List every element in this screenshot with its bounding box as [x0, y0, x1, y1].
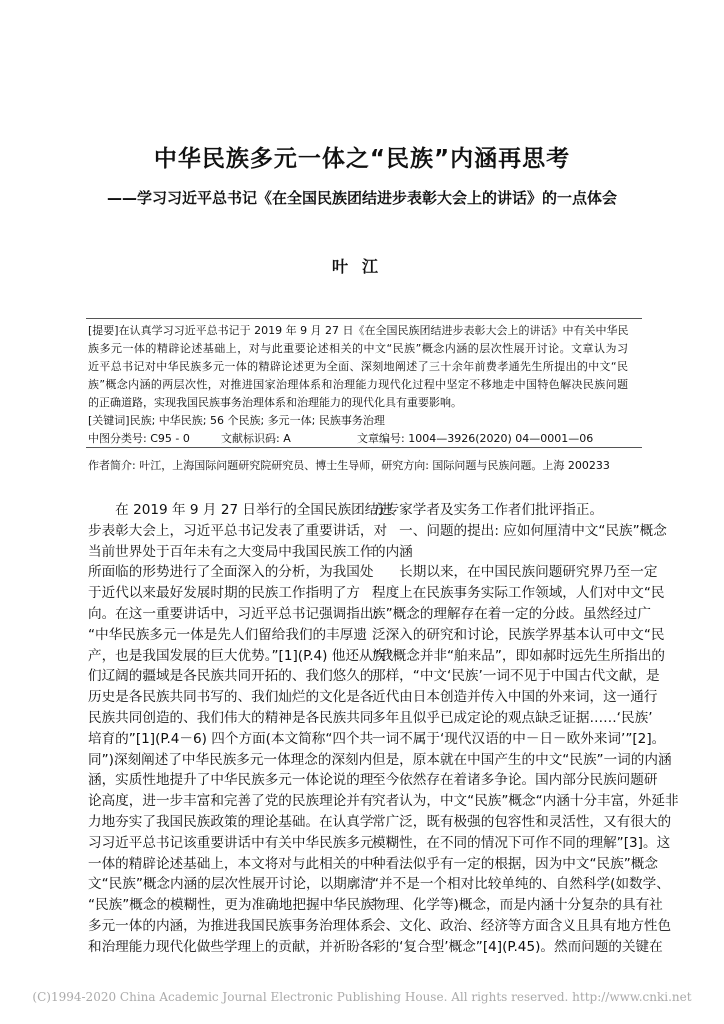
text-line: 近代由日本创造并传入中国的外来词，这一通行 [372, 689, 658, 706]
text-line: 论高度，进一步丰富和完善了党的民族理论并有 [88, 793, 374, 810]
text-line: 族”概念内涵的两层次性，对推进国家治理体系和治理能力现代化过程中坚定不移地走中国特色解决民族问题 [88, 378, 628, 391]
text-line: 们辽阔的疆域是各民族共同开拓的、我们悠久的 [88, 668, 374, 685]
author-intro: 作者简介: 叶江，上海国际问题研究院研究员、博士生导师，研究方向: 国际问题与民族问题。上海 200233 [88, 459, 610, 472]
text-line: 一、问题的提出: 应如何厘清中文“民族”概念 [372, 522, 667, 539]
classification-row [88, 430, 628, 448]
text-line: 习习近平总书记该重要讲话中有关中华民族多元 [88, 834, 374, 851]
text-line: 至今依然存在着诸多争论。国内部分民族问题研 [372, 772, 658, 789]
text-line: 物理、化学等)概念，而是内涵十分复杂的具有社 [372, 897, 663, 914]
text-line: 多年且似乎已成定论的观点缺乏证据……‘民族’ [372, 709, 653, 726]
text-line: 力地夯实了我国民族政策的理论基础。在认真学 [88, 813, 374, 830]
text-line: 民族共同创造的、我们伟大的精神是各民族共同 [88, 709, 374, 726]
text-line: 所面临的形势进行了全面深入的分析，为我国处 [88, 564, 374, 581]
text-line: 但是，原本就在中国产生的中文“民族”一词的内涵 [372, 751, 672, 768]
text-line: 培育的”[1](P.4－6) 四个方面(本文简称“四个共 [88, 730, 374, 747]
text-line: “并不是一个相对比较单纯的、自然科学(如数学、 [372, 876, 670, 893]
text-line: 当前世界处于百年未有之大变局中我国民族工作 [88, 543, 374, 560]
text-line: 族多元一体的精辟论述基础上，对与此重要论述相关的中文“民族”概念内涵的层次性展开讨论。文章认为习 [88, 342, 628, 355]
paper-title: 中华民族多元一体之“民族”内涵再思考 [153, 146, 571, 172]
text-line: 种看法似乎有一定的根据，因为中文“民族”概念 [372, 855, 658, 872]
text-line: 一体的精辟论述基础上，本文将对与此相关的中 [88, 855, 374, 872]
divider-top [86, 318, 642, 319]
right-column [372, 500, 679, 958]
text-line: “民族”概念的模糊性，更为准确地把握中华民族 [88, 897, 374, 914]
text-line: 长期以来，在中国民族问题研究界乃至一定 [372, 564, 658, 581]
paper-subtitle: ——学习习近平总书记《在全国民族团结进步表彰大会上的讲话》的一点体会 [106, 189, 617, 207]
text-line: 向。在这一重要讲话中，习近平总书记强调指出: [88, 605, 379, 622]
text-line: 涵，实质性地提升了中华民族多元一体论说的理 [88, 772, 374, 789]
text-line: 彩的‘复合型’概念”[4](P.45)。然而问题的关键在 [372, 938, 663, 955]
clc-number: 中图分类号: C95 - 0 [88, 432, 190, 445]
copyright-footer: (C)1994-2020 China Academic Journal Electronic Publishing House. All rights reserved. http://www.cnki.net [32, 990, 692, 1004]
text-line: 一词不属于‘现代汉语的中－日－欧外来词’”[2]。 [372, 730, 666, 747]
text-line: [提要]在认真学习习近平总书记于 2019 年 9 月 27 日《在全国民族团结进步表彰大会上的讲话》中有关中华民 [88, 324, 629, 337]
text-line: 泛深入的研究和讨论，民族学界基本认可中文“民 [372, 626, 665, 643]
abstract-block [88, 322, 628, 448]
text-line: 同”)深刻阐述了中华民族多元一体理念的深刻内 [88, 751, 373, 768]
text-line: 究者认为，中文“民族”概念“内涵十分丰富，外延非 [372, 793, 679, 810]
text-line: 产，也是我国发展的巨大优势。”[1](P.4) 他还从“我 [88, 647, 394, 664]
document-code: 文献标识码: A [221, 432, 291, 445]
abstract-text [88, 322, 628, 412]
text-line: 文“民族”概念内涵的层次性展开讨论，以期廓清 [88, 876, 374, 893]
text-line: 模糊性，在不同的情况下可作不同的理解”[3]。这 [372, 834, 671, 851]
left-column [88, 500, 394, 958]
text-line: 族”概念的理解存在着一定的分歧。虽然经过广 [372, 605, 651, 622]
text-line: 那样，“中文‘民族’一词不见于中国古代文献，是 [372, 668, 660, 685]
text-line: 程度上在民族事务实际工作领域，人们对中文“民 [372, 585, 665, 602]
author-name: 叶江 [331, 257, 392, 276]
text-line: 历史是各民族共同书写的、我们灿烂的文化是各 [88, 689, 374, 706]
text-line: 族”概念并非“舶来品”，即如郝时远先生所指出的 [372, 647, 666, 664]
keywords: [关键词]民族; 中华民族; 56 个民族; 多元一体; 民族事务治理 [88, 414, 385, 427]
text-line: 近平总书记对中华民族多元一体的精辟论述更为全面、深刻地阐述了三十余年前费孝通先生所提出的中文“民 [88, 360, 628, 373]
text-line: 在 2019 年 9 月 27 日举行的全国民族团结进 [88, 502, 392, 518]
text-line: 常广泛，既有极强的包容性和灵活性，又有很大的 [372, 813, 672, 830]
article-number: 文章编号: 1004—3926(2020) 04—0001—06 [357, 432, 594, 445]
text-line: 方专家学者及实务工作者们批评指正。 [372, 502, 604, 518]
divider-bottom [86, 447, 642, 448]
text-line: 步表彰大会上，习近平总书记发表了重要讲话，对 [88, 522, 388, 539]
text-line: 的正确道路，实现我国民族事务治理体系和治理能力的现代化具有重要影响。 [88, 396, 462, 409]
text-line: 的内涵 [372, 543, 413, 560]
text-line: 会、文化、政治、经济等方面含义且具有地方性色 [372, 917, 672, 934]
text-line: 多元一体的内涵，为推进我国民族事务治理体系 [88, 917, 374, 934]
text-line: “中华民族多元一体是先人们留给我们的丰厚遗 [88, 626, 367, 643]
text-line: 于近代以来最好发展时期的民族工作指明了方 [88, 585, 360, 602]
text-line: 和治理能力现代化做些学理上的贡献，并祈盼各 [88, 938, 374, 955]
